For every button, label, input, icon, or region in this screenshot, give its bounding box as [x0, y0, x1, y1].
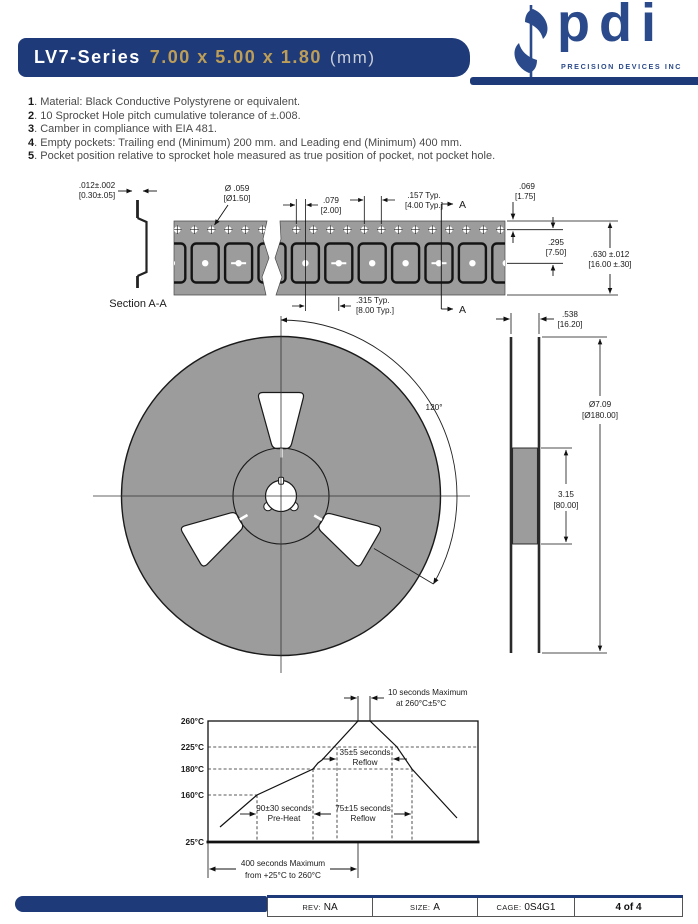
dim-hole-pitch: .157 Typ. — [407, 191, 441, 200]
size-value: A — [433, 901, 440, 913]
ann-35s-line2: Reflow — [352, 758, 378, 767]
peak-riser-lines — [358, 696, 370, 721]
dim-edge-to-hole-mm: [1.75] — [515, 192, 536, 201]
dim-reel-width: .538 — [562, 310, 578, 319]
ann-total-line1: 400 seconds Maximum — [240, 859, 326, 868]
footer-accent-bar — [15, 896, 267, 912]
dim-flange-dia: Ø7.09 — [588, 400, 612, 409]
window-angle-label: 120° — [425, 403, 443, 412]
title-dimensions: 7.00 x 5.00 x 1.80 — [149, 47, 322, 67]
dim-hub-dia-mm: [80.00] — [553, 501, 579, 510]
ann-35s-line1: 35±5 seconds — [339, 748, 391, 757]
dim-hole-dia: Ø .059 — [224, 184, 250, 193]
dim-tape-thickness-mm: [0.30±.05] — [78, 191, 116, 200]
dim-pocket-pitch: .315 Typ. — [356, 296, 390, 305]
section-mark-bottom: A — [459, 304, 467, 316]
dim-pocket-pitch-mm: [8.00 Typ.] — [356, 306, 395, 315]
dim-hole-to-center: .295 — [548, 238, 564, 247]
cage-value: 0S4G1 — [524, 901, 556, 913]
ytick-25: 25°C — [185, 837, 204, 847]
ann-peak-line1: 10 seconds Maximum — [388, 688, 468, 697]
section-aa-profile — [138, 200, 147, 288]
section-aa-label: Section A-A — [109, 298, 167, 310]
note-2: 2. 10 Sprocket Hole pitch cumulative tolerance of ±.008. — [28, 109, 301, 122]
reflow-profile-chart — [160, 680, 500, 890]
dim-reel-width-lines — [496, 313, 554, 334]
rev-label: REV: — [302, 902, 321, 912]
note-3: 3. Camber in compliance with EIA 481. — [28, 123, 217, 136]
title-banner — [18, 38, 470, 77]
dim-edge-to-hole: .069 — [519, 182, 535, 191]
reel-side-view — [480, 300, 698, 675]
page-number: 4 of 4 — [615, 901, 642, 913]
dim-hole-to-pocket-mm: [2.00] — [320, 206, 342, 215]
tape-body — [174, 221, 505, 295]
pdi-logo — [505, 0, 697, 80]
ann-peak-line2: at 260°C±5°C — [396, 699, 447, 708]
dim-hub-dia: 3.15 — [558, 490, 574, 499]
ann-75s-line2: Reflow — [350, 814, 376, 823]
ann-75s-line1: 75±15 seconds — [335, 804, 391, 813]
ytick-180: 180°C — [180, 764, 204, 774]
ann-total-line2: from +25°C to 260°C — [245, 871, 321, 880]
size-label: SIZE: — [410, 902, 431, 912]
logo-tagline: PRECISION DEVICES INC — [561, 62, 683, 71]
dim-hole-to-pocket: .079 — [323, 196, 339, 205]
ytick-260: 260°C — [180, 716, 204, 726]
ytick-160: 160°C — [180, 790, 204, 800]
dim-hole-to-center-mm: [7.50] — [545, 248, 567, 257]
ytick-225: 225°C — [180, 742, 204, 752]
note-5: 5. Pocket position relative to sprocket hole measured as true position of pocket, not pocket hole. — [28, 150, 496, 163]
footer-title-block — [267, 895, 683, 917]
dim-tape-width: .630 ±.012 — [590, 250, 630, 259]
logo-wordmark: pdi — [557, 0, 665, 53]
dim-hole-dia-mm: [Ø1.50] — [223, 194, 251, 203]
ann-preheat-line2: Pre-Heat — [267, 814, 301, 823]
dim-tape-width-mm: [16.00 ±.30] — [588, 260, 632, 269]
rev-value: NA — [323, 901, 338, 913]
footer-cage-cell — [478, 898, 575, 917]
dim-flange-dia-lines — [542, 337, 607, 653]
dim-hole-pitch-lines — [350, 196, 395, 224]
footer-size-cell — [373, 898, 478, 917]
notes-list — [28, 97, 678, 165]
note-1: 1. Material: Black Conductive Polystyrene or equivalent. — [28, 96, 301, 108]
footer-page-cell — [575, 898, 683, 917]
dim-tape-thickness: .012±.002 — [78, 181, 116, 190]
footer-rev-cell — [267, 898, 373, 917]
ann-preheat-line1: 90±30 seconds — [256, 804, 312, 813]
dim-flange-dia-mm: [Ø180.00] — [582, 411, 618, 420]
chart-frame — [208, 721, 478, 842]
cage-label: CAGE: — [496, 902, 522, 912]
note-4: 4. Empty pockets: Trailing end (Minimum) 200 mm. and Leading end (Minimum) 400 mm. — [28, 136, 463, 149]
dim-hole-pitch-mm: [4.00 Typ.] — [404, 201, 444, 210]
reel-front-view — [85, 305, 485, 680]
chart-gridlines — [208, 747, 478, 842]
section-mark-top: A — [459, 199, 467, 211]
title-unit: (mm) — [329, 47, 376, 67]
hub-side-profile — [513, 448, 538, 544]
dim-reel-width-mm: [16.20] — [557, 320, 583, 329]
pdi-logo-icon — [505, 4, 557, 80]
page-title: LV7-Series — [34, 47, 141, 67]
